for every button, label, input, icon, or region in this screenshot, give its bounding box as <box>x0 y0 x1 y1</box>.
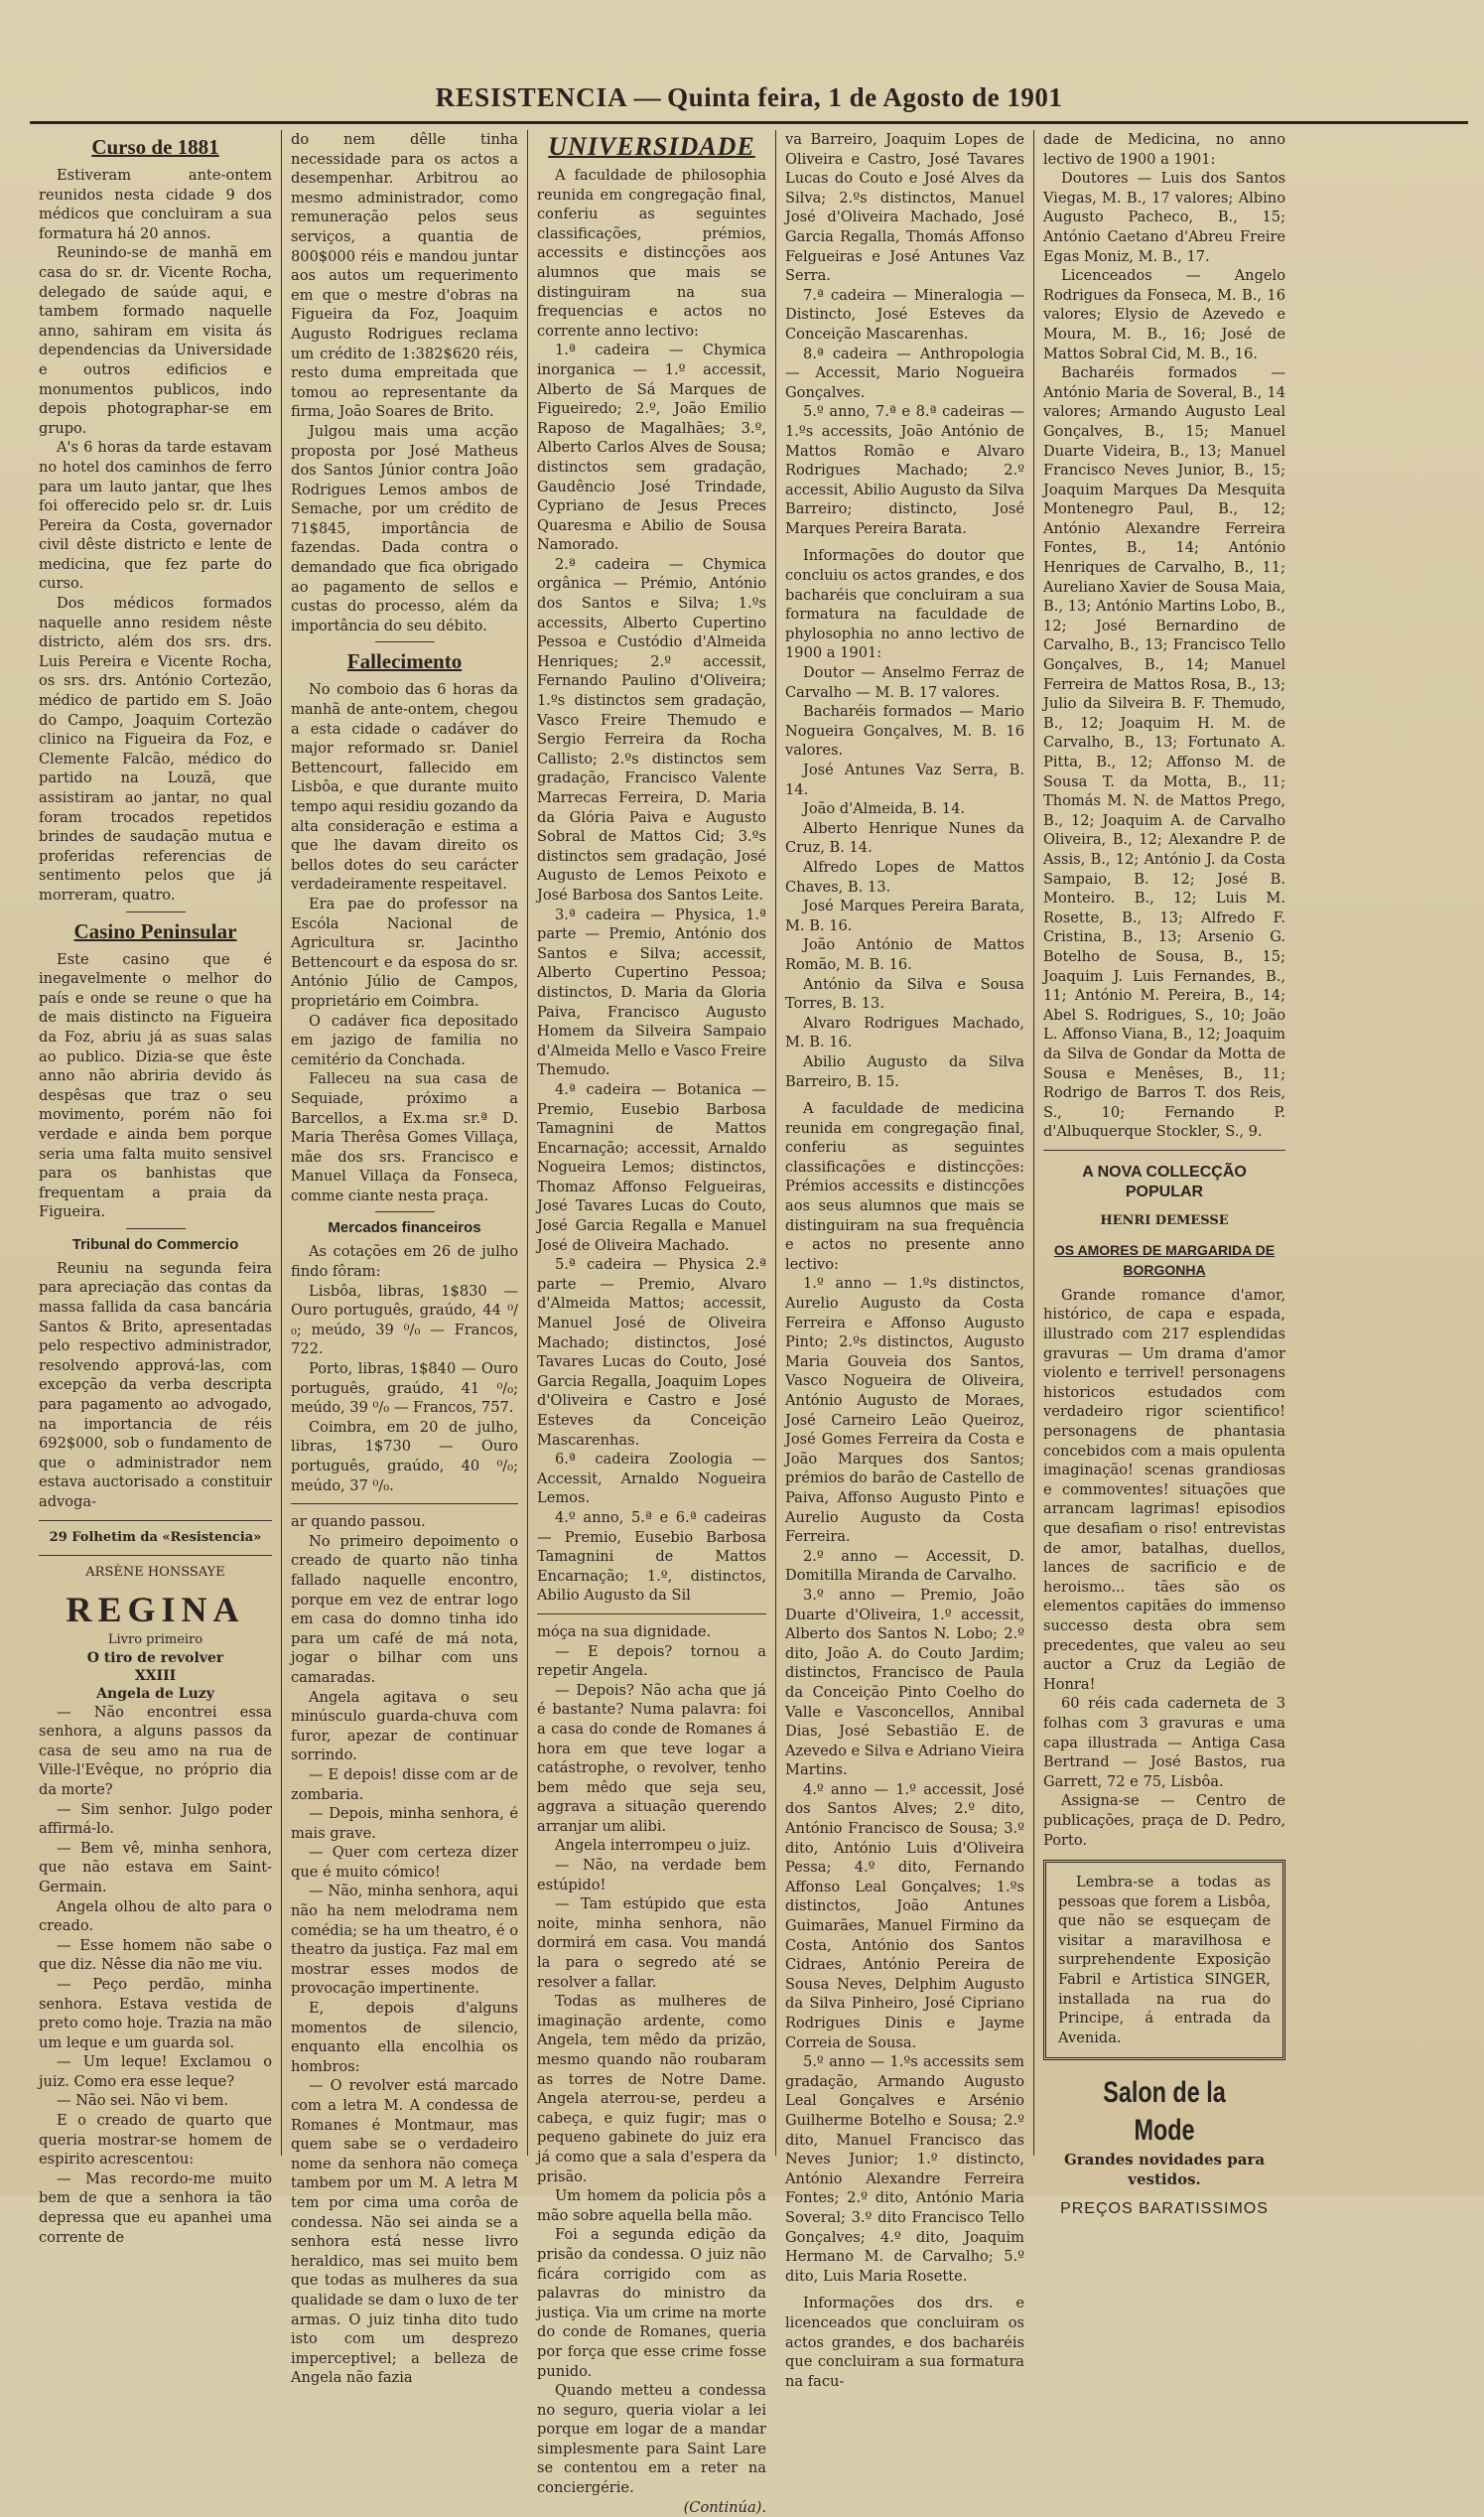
universidade-paragraph: 3.ª cadeira — Physica, 1.ª parte — Premio, António dos Santos e Silva; accessit, Alberto Cupertino Pessoa; distinctos, D. Maria da Gloria Paiva, Francisco Augusto Homem da Silveira Sampaio d'Almeida Mello e Vasco Freire Themudo. <box>537 906 767 1079</box>
novel-title: REGINA <box>66 1589 245 1629</box>
universidade-paragraph: 1.ª cadeira — Chymica inorganica — 1.º accessit, Alberto de Sá Marques de Figueiredo; 2.º, João Emilio Raposo de Magalhães; 3.º, Alberto Carlos Alves de Sousa; distinctos sem gradação, Gaudêncio José Trindade, Cypriano de Jesus Preces Quaresma e Abilio de Sousa Namorado. <box>537 342 766 554</box>
medicina-paragraph: 2.º anno — Accessit, D. Domitilla Miranda de Carvalho. <box>785 1547 1024 1585</box>
medicina-paragraph: 5.º anno — 1.ºs accessits sem gradação, Armando Augusto Leal Gonçalves e Arsénio Guilherme Botelho e Sousa; 2.º dito, Manuel Francisco das Neves Junior; 1.º distincto, António Alexandre Ferreira Fontes; 2.º dito, António Maria Soveral; 3.º dito Francisco Tello Gonçalves; 4.º dito, Joaquim Hermano M. de Carvalho; 5.º dito, Luis Maria Rosette. <box>785 2053 1024 2285</box>
universidade-paragraph: 7.ª cadeira — Mineralogia — Distincto, José Esteves da Conceição Mascarenhas. <box>785 286 1024 343</box>
mercados-paragraph: Coimbra, em 20 de julho, libras, 1$730 — Ouro português, graúdo, 40 ⁰/₀; meúdo, 37 ⁰/₀. <box>291 1418 518 1494</box>
novel-paragraph: Angela agitava o seu minúsculo guarda-chuva com furor, apezar de continuar sorrindo. <box>291 1688 518 1764</box>
collection-work-title: OS AMORES DE MARGARIDA DE BORGONHA <box>1053 1241 1276 1278</box>
curso-title: Curso de 1881 <box>91 135 219 159</box>
fallecimento-paragraph: O cadáver fica depositado em jazigo de familia no cemitério da Conchada. <box>291 1012 518 1068</box>
novel-book: Livro primeiro <box>107 1631 203 1647</box>
mercados-title: Mercados financeiros <box>328 1219 481 1237</box>
collection-author: HENRI DEMESSE <box>1100 1212 1229 1228</box>
novel-paragraph: — Bem vê, minha senhora, que não estava em Saint-Germain. <box>39 1839 272 1895</box>
universidade-title: UNIVERSIDADE <box>548 132 755 161</box>
fallecimento-title: Fallecimento <box>346 649 463 674</box>
graduate-entry: Abilio Augusto da Silva Barreiro, B. 15. <box>785 1052 1024 1090</box>
folhetim-divider <box>39 1555 272 1556</box>
graduate-entry: José Marques Pereira Barata, M. B. 16. <box>785 898 1024 934</box>
column-4 <box>776 130 1034 2390</box>
novel-paragraph: ar quando passou. <box>291 1513 426 1531</box>
casino-paragraph: Este casino que é inegavelmente o melhor do país e onde se reune o que ha de mais distincto na Figueira da Foz, abriu já as suas salas ao publico. Dizia-se que êste anno não abriria devido ás despêsas que traz o seu movimento, porém não foi verdade e ainda bem porque seria uma falta muito sensivel para os banhistas que frequentam a praia da Figueira. <box>39 950 272 1221</box>
masthead-separator: — <box>633 82 662 112</box>
medicina-paragraph: 1.º anno — 1.ºs distinctos, Aurelio Augusto da Costa Ferreira e Affonso Augusto Pinto; 2.ºs distinctos, Augusto Maria Gouveia dos Santos, Vasco Nogueira de Oliveira, António Augusto de Moraes, José Carneiro Leão Queiroz, José Gomes Ferreira da Costa e João Marques dos Santos; prémios do barão de Castello de Paiva, Affonso Augusto Pinto e Aurelio Augusto da Costa Ferreira. <box>785 1275 1024 1546</box>
novel-paragraph: — E depois? tornou a repetir Angela. <box>537 1642 766 1680</box>
universidade-paragraph: A faculdade de philosophia reunida em congregação final, conferiu as seguintes classificações, prémios, accessits e distincções aos alumnos que mais se distinguiram na sua frequencias e actos no corrente anno lectivo: <box>537 167 766 340</box>
section-rule <box>126 911 186 912</box>
novel-paragraph: Quando metteu a condessa no seguro, queria violar a lei porque em logar de a mandar simplesmente para Saint Lare se contentou em a reter na conciergérie. <box>537 2382 766 2497</box>
novel-paragraph: — Um leque! Exclamou o juiz. Como era esse leque? <box>39 2053 272 2090</box>
universidade-paragraph: Bacharéis formados — Mario Nogueira Gonçalves, M. B. 16 valores. <box>785 703 1024 760</box>
column-2 <box>282 130 528 2387</box>
curso-paragraph: A's 6 horas da tarde estavam no hotel dos caminhos de ferro para um lauto jantar, que lhes foi offerecido pelo sr. dr. Luis Pereira da Costa, governador civil dêste districto e lente de medicina, que fez parte do curso. <box>39 439 272 593</box>
ad-divider <box>1043 1150 1285 1151</box>
collection-paragraph: 60 réis cada caderneta de 3 folhas com 3 gravuras e uma capa illustrada — Antiga Casa Bertrand — José Bastos, rua Garrett, 72 e 75, Lisbôa. <box>1043 1695 1285 1790</box>
novel-paragraph: — Sim senhor. Julgo poder affirmá-lo. <box>39 1800 272 1838</box>
folhetim-divider <box>39 1520 272 1521</box>
columns <box>30 130 1468 2516</box>
casino-title: Casino Peninsular <box>73 918 237 943</box>
novel-paragraph: — E depois! disse com ar de zombaria. <box>291 1765 518 1803</box>
novel-paragraph: — Esse homem não sabe o que diz. Nêsse dia não me viu. <box>39 1936 272 1974</box>
novel-paragraph: — O revolver está marcado com a letra M. A condessa de Romanes é Montmaur, mas quem sabe se o verdadeiro nome da senhora não começa tambem por um M. A letra M tem por cima uma corôa de condessa. Não sei ainda se a senhora está nesse livro heraldico, mas sei muito bem que todas as mulheres da sua qualidade se dam o luxo de ter armas. O juiz tinha dito tudo isto com um desprezo imperceptivel; a belleza de Angela não fazia <box>291 2077 518 2387</box>
universidade-paragraph: Doutor — Anselmo Ferraz de Carvalho — M. B. 17 valores. <box>785 664 1024 701</box>
novel-paragraph: móça na sua dignidade. <box>537 1622 712 1640</box>
salon-price: PREÇOS BARATISSIMOS <box>1060 2200 1269 2218</box>
universidade-paragraph: Informações do doutor que concluiu os actos grandes, e dos bacharéis que concluiram a sua formatura na faculdade de phylosophia no anno lectivo de 1900 a 1901: <box>785 547 1024 662</box>
universidade-paragraph: 6.ª cadeira Zoologia — Accessit, Arnaldo Nogueira Lemos. <box>537 1451 766 1507</box>
curso-paragraph: Estiveram ante-ontem reunidos nesta cidade 9 dos médicos que concluiram a sua formatura há 20 annos. <box>39 167 272 242</box>
universidade-paragraph: 4.ª cadeira — Botanica — Premio, Eusebio Barbosa Tamagnini de Mattos Encarnação; accessit, Arnaldo Nogueira Lemos; distinctos, Thomaz Affonso Felgueiras, José Tavares Lucas do Couto, José Garcia Regalla e Manuel José de Oliveira Machado. <box>537 1080 766 1254</box>
mercados-paragraph: Lisbôa, libras, 1$830 — Ouro português, graúdo, 44 ⁰/₀; meúdo, 39 ⁰/₀ — Francos, 722. <box>291 1282 518 1358</box>
medicina-paragraph: Informações dos drs. e licenceados que concluiram os actos grandes, e dos bacharéis que concluiram a sua formatura na facu- <box>785 2295 1024 2390</box>
novel-paragraph: — Depois, minha senhora, é mais grave. <box>291 1805 518 1842</box>
graduate-entry: Alvaro Rodrigues Machado, M. B. 16. <box>785 1014 1024 1051</box>
section-rule <box>375 1211 435 1212</box>
universidade-paragraph: 4.º anno, 5.ª e 6.ª cadeiras — Premio, Eusebio Barbosa Tamagnini de Mattos Encarnação; 1.º, distinctos, Abilio Augusto da Sil <box>537 1508 766 1605</box>
novel-paragraph: — Tam estúpido que esta noite, minha senhora, não dormirá em casa. Vou mandá la para o segredo até se resolver a fallar. <box>537 1895 766 1991</box>
fallecimento-paragraph: No comboio das 6 horas da manhã de ante-ontem, chegou a esta cidade o cadáver do major reformado sr. Daniel Bettencourt, fallecido em Lisbôa, e que durante muito tempo aqui residiu gozando da alta consideração e estima a que lhe davam direito os bellos dotes do seu carácter verdadeiramente respeitavel. <box>291 681 518 894</box>
novel-paragraph: — Não, minha senhora, aqui não ha nem melodrama nem comédia; se ha um theatro, é o theatro da justiça. Faz mal em mostrar esses modos de provocação impertinente. <box>291 1883 518 1998</box>
mercados-paragraph: Porto, libras, 1$840 — Ouro português, graúdo, 41 ⁰/₀; meúdo, 39 ⁰/₀ — Francos, 757. <box>291 1360 518 1417</box>
tribunal-paragraph: Julgou mais uma acção proposta por José Matheus dos Santos Júnior contra João Rodrigues Lemos ambos de Semache, por um crédito de 71$845, importância de fazendas. Dada contra o demandado que fica obrigado ao pagamento de sellos e custas do processo, além da importância do seu débito. <box>291 422 518 634</box>
fallecimento-paragraph: Falleceu na sua casa de Sequiade, próximo a Barcellos, a Ex.ma sr.ª D. Maria Therêsa Gomes Villaça, mãe dos srs. Francisco e Manuel Villaça da Fonseca, comme ciante nesta praça. <box>291 1070 518 1204</box>
folhetim-divider <box>537 1613 766 1614</box>
singer-ad <box>1043 1860 1285 2060</box>
medicina-paragraph: 3.º anno — Premio, João Duarte d'Oliveira, 1.º accessit, Alberto dos Santos N. Lobo; 2.º dito, João A. do Couto Jardim; distinctos, Francisco de Paula da Conceição Pinto Coelho do Valle e Vasconcellos, Annibal Dias, José Sebastião E. de Azevedo e Silva e Adriano Vieira Martins. <box>785 1586 1024 1779</box>
graduate-entry: Alberto Henrique Nunes da Cruz, B. 14. <box>785 819 1024 857</box>
masthead-rule <box>30 121 1468 124</box>
curso-paragraph: Reunindo-se de manhã em casa do sr. dr. Vicente Rocha, delegado de saúde aqui, e tambem formado naquelle anno, sahiram em visita ás dependencias da Universidade e outros edificios e monumentos publicos, indo depois photographar-se em grupo. <box>39 244 272 437</box>
mercados-paragraph: As cotações em 26 de julho findo fôram: <box>291 1243 518 1281</box>
novel-paragraph: Todas as mulheres de imaginação ardente, como Angela, tem mêdo da prizão, mesmo quando não roubaram as torres de Notre Dame. Angela aterrou-se, perdeu a cabeça, e quiz fugir; mas o pequeno gabinete do juiz era já como que a sala d'espera da prisão. <box>537 1993 766 2185</box>
novel-paragraph: E, depois d'alguns momentos de silencio, enquanto ella encolhia os hombros: <box>291 2000 518 2075</box>
novel-paragraph: Angela olhou de alto para o creado. <box>39 1897 272 1935</box>
tribunal-paragraph: Reuniu na segunda feira para apreciação das contas da massa fallida da casa bancária Santos & Brito, apresentadas pelo respectivo administrador, resolvendo apprová-las, com excepção da verba descripta para pagamento ao advogado, na importancia de réis 692$000, sob o fundamento de que o administrador nem estava auctorisado a constituir advoga- <box>39 1259 272 1510</box>
universidade-paragraph: 5.ª cadeira — Physica 2.ª parte — Premio, Alvaro d'Almeida Mattos; accessit, Manuel José de Oliveira Machado; distinctos, José Tavares Lucas do Couto, José Garcia Regalla, Joaquim Lopes d'Oliveira e Castro e José Esteves da Conceição Mascarenhas. <box>537 1256 766 1449</box>
novel-paragraph: — Não sei. Não vi bem. <box>57 2092 229 2110</box>
novel-author: ARSÈNE HONSSAYE <box>85 1564 225 1580</box>
universidade-paragraph: 2.ª cadeira — Chymica orgânica — Prémio, António dos Santos e Silva; 1.ºs accessits, Alberto Cupertino Pessoa e Custódio d'Almeida Henriques; 2.º accessit, Fernando Paulino d'Oliveira; 1.ºs distinctos sem gradação, Vasco Freire Themudo e Sergio Ferreira da Rocha Callisto; 2.ºs distinctos sem gradação, Francisco Valente Marrecas Ferreira, D. Maria da Glória Paiva e Augusto Sobral de Mattos Cid; 3.ºs distinctos sem gradação, José Augusto de Lemos Peixoto e José Barbosa dos Santos Leite. <box>537 555 766 904</box>
graduate-entry: António da Silva e Sousa Torres, B. 13. <box>785 975 1024 1013</box>
column-5 <box>1034 130 1294 2218</box>
novel-paragraph: — Quer com certeza dizer que é muito cómico! <box>291 1844 518 1881</box>
curso-paragraph: Dos médicos formados naquelle anno residem nêste districto, além dos srs. drs. Luis Pereira e Vicente Rocha, os srs. drs. António Cortezão, médico de partido em S. João do Campo, Joaquim Cortezão clinico na Figueira da Foz, e Clemente Falcão, médico do partido na Louzã, que assistiram ao jantar, no qual foram trocados repetidos brindes de saudação mutua e proferidas referencias de sentimento pelos que já morreram, quatro. <box>39 595 272 904</box>
universidade-paragraph: 5.º anno, 7.ª e 8.ª cadeiras — 1.ºs accessits, João António de Mattos Romão e Alvaro Rodrigues Machado; 2.º accessit, Abilio Augusto da Silva Barreiro; distincto, José Marques Pereira Barata. <box>785 403 1024 537</box>
column-3 <box>528 130 776 2516</box>
novel-paragraph: — Peço perdão, minha senhora. Estava vestida de preto como hoje. Trazia na mão um leque e um guarda sol. <box>39 1975 272 2051</box>
continua-label: (Continúa). <box>683 2498 766 2516</box>
tribunal-continued: do nem dêlle tinha necessidade para os actos a desempenhar. Arbitrou ao mesmo administrador, como remuneração pelos seus serviços, a quantia de 800$000 réis e mandou juntar aos autos um requerimento em que o mestre d'obras na Figueira da Foz, Joaquim Augusto Rodrigues reclama um crédito de 1:382$620 réis, resto duma empreitada que tomou ao representante da firma, João Soares de Brito. <box>291 131 518 421</box>
novel-paragraph: No primeiro depoimento o creado de quarto não tinha fallado naquelle encontro, porque em vez de entrar logo em casa do domno tinha ido para um café de má nota, jogar o bilhar com uns camaradas. <box>291 1532 518 1686</box>
folhetim-divider <box>291 1503 518 1504</box>
publication-name: RESISTENCIA <box>435 82 628 112</box>
graduate-entry: João António de Mattos Romão, M. B. 16. <box>785 936 1024 973</box>
salon-subtitle: Grandes novidades para vestidos. <box>1063 2151 1266 2189</box>
novel-paragraph: — Não encontrei essa senhora, a alguns passos da casa de seu amo na rua de Ville-l'Evêque, no próprio dia da morte? <box>39 1703 272 1798</box>
novel-paragraph: E o creado de quarto que queria mostrar-se homem de espirito acrescentou: <box>39 2112 272 2168</box>
novel-paragraph: Angela interrompeu o juiz. <box>555 1837 751 1855</box>
dateline: Quinta feira, 1 de Agosto de 1901 <box>667 82 1063 112</box>
singer-ad-text: Lembra-se a todas as pessoas que forem a Lisbôa, que não se esqueçam de visitar a maravilhosa e surprehendente Exposição Fabril e Artistica SINGER, installada na rua do Principe, á entrada da Avenida. <box>1058 1874 1271 2046</box>
fallecimento-paragraph: Era pae do professor na Escóla Nacional de Agricultura sr. Jacintho Bettencourt e da esposa do sr. António Júlio de Campos, proprietário em Coimbra. <box>291 895 518 1010</box>
novel-part: O tiro de revolver <box>86 1649 224 1666</box>
novel-paragraph: — Não, na verdade bem estúpido! <box>537 1857 766 1893</box>
graduate-entry: José Antunes Vaz Serra, B. 14. <box>785 762 1024 798</box>
collection-paragraph: Grande romance d'amor, histórico, de capa e espada, illustrado com 217 esplendidas gravuras — Um drama d'amor violento e terrivel! personagens historicos estudados com verdadeiro rigor scientifico! personagens de phantasia concebidos com a mais opulenta imaginação! scenas grandiosas e commoventes! situações que arrancam lagrimas! episodios que desafiam o riso! entrevistas de amor, batalhas, duellos, lances de sacrificio e de heroismo... tães são os elementos capitães do immenso successo desta obra sem precedentes, que valeu ao seu auctor a Cruz da Legião de Honra! <box>1043 1286 1285 1693</box>
medicina-paragraph: Doutores — Luis dos Santos Viegas, M. B., 17 valores; Albino Augusto Pacheco, B., 15; António Caetano d'Abreu Freire Egas Moniz, M. B., 17. <box>1043 170 1285 265</box>
masthead <box>30 77 1468 117</box>
medicina-paragraph: Licenceados — Angelo Rodrigues da Fonseca, M. B., 16 valores; Elysio de Azevedo e Moura, M. B., 16; José de Mattos Sobral Cid, M. B., 16. <box>1043 267 1285 362</box>
medicina-paragraph: 4.º anno — 1.º accessit, José dos Santos Alves; 2.º dito, António Francisco de Sousa; 3.º dito, António Luis d'Oliveira Pessa; 4.º dito, Fernando Affonso Leal Gonçalves; 1.ºs distinctos, João Antunes Guimarães, Manuel Firmino da Costa, António dos Santos Cidraes, António Pereira de Sousa Neves, Delphim Augusto da Silva Pinheiro, José Cipriano Rodrigues Dinis e Jayme Correia de Sousa. <box>785 1780 1024 2051</box>
chapter-title: Angela de Luzy <box>96 1685 214 1702</box>
medicina-paragraph: Bacharéis formados — António Maria de Soveral, B., 14 valores; Armando Augusto Leal Gonçalves, B., 15; Manuel Duarte Videira, B., 13; Manuel Francisco Neves Junior, B., 15; Joaquim Marques Da Mesquita Montenegro Paul, B., 12; António Alexandre Ferreira Fontes, B., 14; António Henriques de Carvalho, B., 11; Aureliano Xavier de Sousa Maia, B., 13; António Martins Lobo, B., 12; José Bernardino de Carvalho, B., 13; Francisco Tello Gonçalves, B., 14; Manuel Ferreira de Mattos Rosa, B., 13; Julio da Silveira B. F. Themudo, B., 12; Joaquim H. M. de Carvalho, B., 13; Fortunato A. Pitta, B., 12; Affonso M. de Sousa T. da Motta, B., 11; Thomás M. N. de Mattos Prego, B., 12; Joaquim A. de Carvalho Oliveira, B., 12; Alexandre P. de Assis, B., 12; António J. da Costa Sampaio, B. 12; José B. Monteiro. B., 12; Luis M. Rosette, B., 13; Alfredo F. Cristina, B., 13; Arsenio G. Botelho de Sousa, B., 15; Joaquim J. Luis Fernandes, B., 11; António M. Pereira, B., 14; Abel S. Rodrigues, S., 10; João L. Affonso Viana, B., 12; Joaquim da Silva de Gondar da Motta de Sousa e Menêses, B., 11; Rodrigo de Barros T. dos Reis, S., 10; Fernando P. d'Albuquerque Stockler, S., 9. <box>1043 364 1285 1141</box>
collection-paragraph: Assigna-se — Centro de publicações, praça de D. Pedro, Porto. <box>1043 1792 1285 1849</box>
medicina-paragraph: A faculdade de medicina reunida em congregação final, conferiu as seguintes classificações e distincções: Prémios accessits e distincções aos seus alumnos que mais se distinguiram na sua frequência e actos no presente anno lectivo: <box>785 1100 1024 1273</box>
graduate-entry: João d'Almeida, B. 14. <box>803 800 965 818</box>
novel-paragraph: — Depois? Não acha que já é bastante? Numa palavra: foi a casa do conde de Romanes á hora em que teve logar a catástrophe, o revolver, tenho bem mêdo que seja seu, aggrava a situação querendo arranjar um alibi. <box>537 1681 766 1835</box>
novel-paragraph: Um homem da policia pôs a mão sobre aquella bella mão. <box>537 2187 766 2224</box>
salon-title: Salon de la Mode <box>1103 2076 1226 2148</box>
universidade-paragraph: 8.ª cadeira — Anthropologia — Accessit, Mario Nogueira Gonçalves. <box>785 345 1024 401</box>
tribunal-title: Tribunal do Commercio <box>71 1235 239 1253</box>
novel-chapter: XXIII <box>134 1667 177 1684</box>
section-rule <box>375 641 435 642</box>
universidade-continued: va Barreiro, Joaquim Lopes de Oliveira e Castro, José Tavares Lucas do Couto e José Alves da Silva; 2.ºs distinctos, Manuel José d'Oliveira Machado, José Garcia Regalla, Thomás Affonso Felgueiras e José Antunes Vaz Serra. <box>785 131 1024 285</box>
collection-title: A NOVA COLLECÇÃO POPULAR <box>1082 1163 1247 1200</box>
medicina-continued: dade de Medicina, no anno lectivo de 1900 a 1901: <box>1043 131 1285 168</box>
section-rule <box>126 1228 186 1229</box>
novel-paragraph: — Mas recordo-me muito bem de que a senhora ia tão depressa que eu apanhei uma corrente de <box>39 2169 272 2246</box>
novel-paragraph: Foi a segunda edição da prisão da condessa. O juiz não ficára corrigido com as palavras do ministro da justiça. Via um crime na morte do conde de Romanes, queria por força que esse crime fosse punido. <box>537 2226 766 2380</box>
folhetim-label: 29 Folhetim da «Resistencia» <box>49 1529 262 1545</box>
column-1 <box>30 130 282 2246</box>
graduate-entry: Alfredo Lopes de Mattos Chaves, B. 13. <box>785 858 1024 896</box>
